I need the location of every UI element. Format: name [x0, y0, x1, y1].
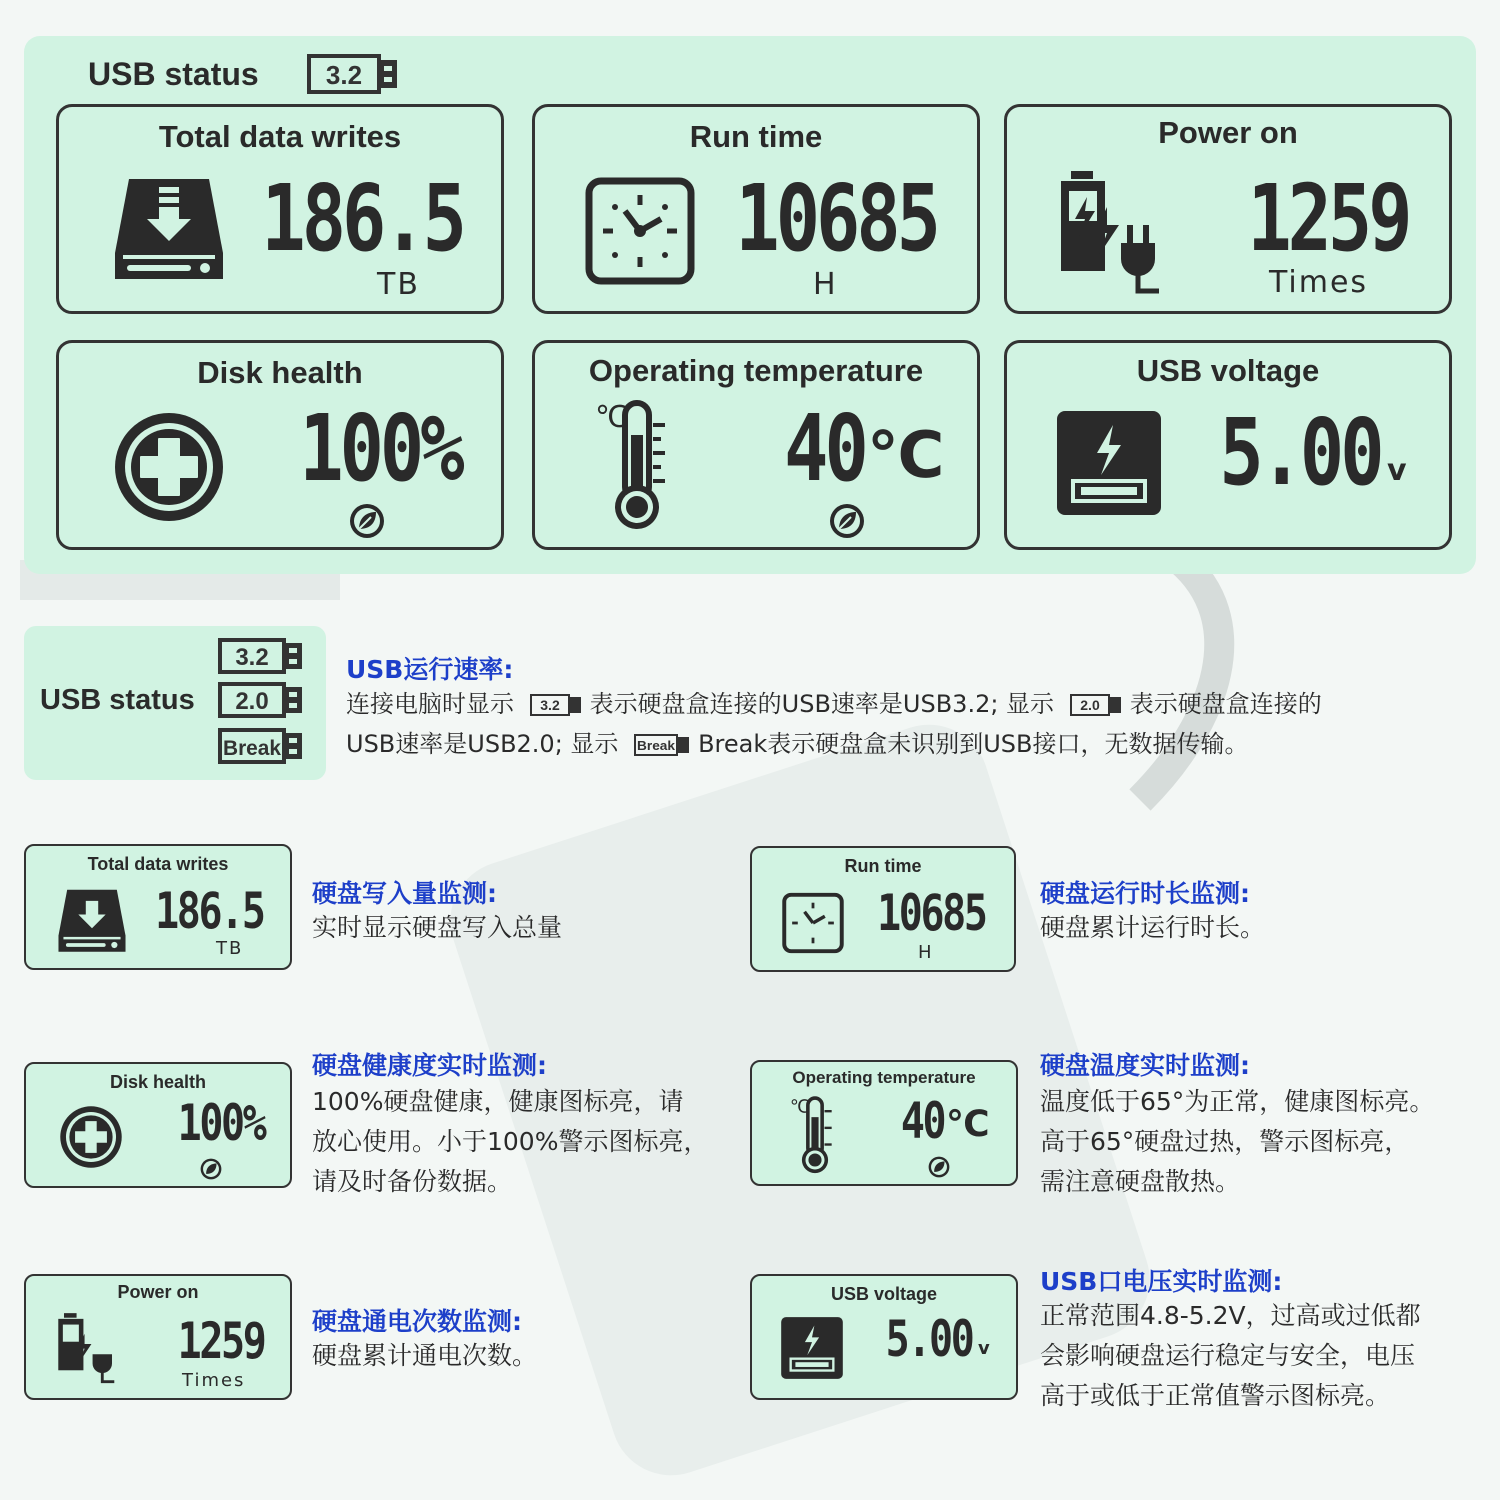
feature-heading-temp: 硬盘温度实时监测: [1040, 1051, 1250, 1080]
usb-legend-panel [24, 626, 326, 780]
feature-heading-voltage: USB口电压实时监测: [1040, 1267, 1283, 1296]
temp-unit: ℃ [867, 419, 945, 493]
usb-speed-heading: USB运行速率: [346, 655, 514, 684]
leaf-badge-icon [829, 503, 865, 539]
power-value: 1259 [1247, 165, 1409, 272]
card-total-data-writes [56, 104, 504, 314]
runtime-value: 10685 [735, 165, 937, 272]
usb-port-bolt-icon [780, 1316, 844, 1380]
runtime-unit: H [918, 942, 934, 963]
feature-desc-temp: 温度低于65°为正常，健康图标亮。 高于65°硬盘过热，警示图标亮， 需注意硬盘散热。 [1040, 1087, 1435, 1196]
leaf-badge-icon [928, 1156, 950, 1178]
svg-text:Break: Break [223, 737, 282, 760]
voltage-unit: v [978, 1338, 992, 1359]
card-operating-temperature [532, 340, 980, 550]
svg-text:2.0: 2.0 [235, 688, 269, 715]
card-run-time [532, 104, 980, 314]
mini-card-disk-health [24, 1062, 292, 1188]
thermometer-icon [790, 1092, 840, 1178]
writes-unit: TB [377, 267, 420, 302]
usb-badge-icon [634, 734, 690, 756]
thermometer-icon [595, 395, 679, 535]
status-panel [24, 36, 1476, 574]
temp-value: 40 [784, 395, 865, 502]
health-value: 100% [177, 1094, 264, 1152]
leaf-badge-icon [349, 503, 385, 539]
mini-card-power-on [24, 1274, 292, 1400]
feature-desc-health: 100%硬盘健康，健康图标亮，请 放心使用。小于100%警示图标亮， 请及时备份数据。 [312, 1087, 709, 1196]
clock-icon [782, 892, 844, 954]
usb-badge-text: 3.2 [325, 60, 363, 90]
usb-badge-icon [530, 694, 582, 716]
feature-desc-voltage: 正常范围4.8-5.2V，过高或过低都 会影响硬盘运行稳定与安全，电压 高于或低于正常值警示图标亮。 [1040, 1301, 1421, 1410]
power-value: 1259 [177, 1312, 264, 1370]
card-title: USB voltage [1136, 353, 1320, 388]
usb-badge-icon [307, 54, 399, 94]
leaf-badge-icon [200, 1158, 222, 1180]
medical-cross-icon [111, 409, 227, 525]
mini-card-total-data-writes [24, 844, 292, 970]
usb-badge-icon [1070, 694, 1122, 716]
card-title: Power on [1158, 115, 1298, 150]
power-unit: Times [182, 1370, 246, 1391]
card-title: Disk health [197, 355, 363, 390]
feature-desc-power: 硬盘累计通电次数。 [312, 1341, 538, 1370]
status-panel-title: USB status [88, 56, 259, 92]
feature-heading-writes: 硬盘写入量监测: [312, 879, 497, 908]
usb-legend-label: USB status [40, 684, 195, 716]
svg-text:3.2: 3.2 [539, 697, 560, 713]
svg-text:2.0: 2.0 [1079, 697, 1100, 713]
clock-icon [585, 177, 695, 285]
temp-unit: ℃ [946, 1104, 990, 1145]
battery-plug-icon [1057, 167, 1169, 297]
card-title: Run time [689, 119, 823, 154]
runtime-unit: H [813, 267, 838, 302]
svg-text:℃: ℃ [790, 1096, 811, 1118]
card-disk-health [56, 340, 504, 550]
card-title: Power on [117, 1282, 199, 1302]
card-title: Operating temperature [792, 1068, 976, 1087]
writes-value: 186.5 [155, 882, 264, 940]
card-title: USB voltage [830, 1284, 938, 1304]
feature-desc-writes: 实时显示硬盘写入总量 [312, 913, 563, 942]
usb-badge-icon [218, 682, 304, 718]
card-usb-voltage [1004, 340, 1452, 550]
voltage-unit: v [1387, 453, 1409, 488]
mini-card-run-time [750, 846, 1016, 972]
svg-text:3.2: 3.2 [235, 644, 269, 671]
card-title: Total data writes [158, 119, 402, 154]
voltage-value: 5.00 [1219, 399, 1381, 506]
hard-drive-download-icon [56, 886, 128, 958]
card-title: Operating temperature [588, 353, 924, 388]
voltage-value: 5.00 [885, 1310, 972, 1368]
feature-heading-power: 硬盘通电次数监测: [312, 1307, 522, 1336]
writes-value: 186.5 [261, 165, 463, 272]
writes-unit: TB [216, 938, 244, 959]
battery-plug-icon [56, 1310, 120, 1386]
health-value: 100% [299, 395, 461, 502]
usb-badge-icon [218, 728, 304, 764]
card-title: Disk health [109, 1072, 207, 1092]
usb-badge-icon [218, 638, 304, 674]
card-title: Total data writes [87, 854, 229, 874]
temp-value: 40 [900, 1092, 944, 1150]
svg-text:℃: ℃ [595, 400, 629, 435]
card-power-on [1004, 104, 1452, 314]
runtime-value: 10685 [877, 884, 986, 942]
power-unit: Times [1269, 265, 1369, 300]
medical-cross-icon [58, 1104, 124, 1170]
hard-drive-download-icon [111, 173, 227, 289]
card-title: Run time [844, 856, 922, 876]
mini-card-usb-voltage [750, 1274, 1018, 1400]
usb-speed-description: 连接电脑时显示 3.2 表示硬盘盒连接的USB速率是USB3.2; 显示 2.0 表示硬盘盒连接的 USB速率是USB2.0; 显示 Break Break表示硬盘盒未识别到USB接口，无数据传输。 [346, 690, 1322, 758]
mini-card-operating-temperature [750, 1060, 1018, 1186]
feature-desc-runtime: 硬盘累计运行时长。 [1040, 913, 1266, 942]
svg-text:Break: Break [637, 738, 676, 753]
feature-heading-health: 硬盘健康度实时监测: [312, 1051, 547, 1080]
usb-port-bolt-icon [1055, 409, 1163, 517]
feature-heading-runtime: 硬盘运行时长监测: [1040, 879, 1250, 908]
